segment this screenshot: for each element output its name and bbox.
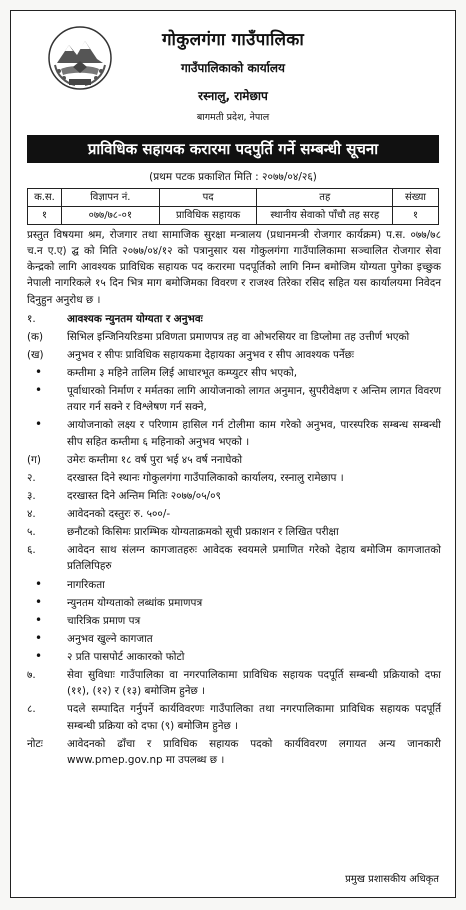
list-item (27, 311, 441, 327)
list-item (27, 524, 441, 540)
cell-serial: १ (28, 207, 62, 225)
item-number: २. (27, 471, 36, 484)
item-number: (ग) (27, 453, 41, 466)
item-text: न्युनतम योग्यताको लब्धांक प्रमाणपत्र (67, 596, 203, 609)
item-number: (ख) (27, 348, 44, 361)
bullet-item (27, 595, 441, 611)
item-text: उमेरः कम्तीमा १८ वर्ष पुरा भई ४५ वर्ष ननाघेको (67, 453, 243, 466)
col-header-post: पद (159, 189, 257, 207)
bullet-item (27, 649, 441, 665)
item-text: नागरिकता (67, 578, 105, 591)
bullet-marker: • (35, 594, 43, 609)
bullet-item (27, 577, 441, 593)
list-item (27, 329, 441, 345)
list-item (27, 506, 441, 522)
publication-date: (प्रथम पटक प्रकाशित मिति : २०७७/०४/२६) (149, 171, 317, 183)
bullet-marker: • (35, 383, 43, 398)
bullet-marker: • (35, 417, 43, 432)
item-text: आवेदनको दस्तुरः रु. ५००/- (67, 508, 171, 520)
list-item (27, 488, 441, 504)
bullet-marker: • (35, 365, 43, 379)
item-number: ४. (27, 508, 36, 520)
item-text: पदले सम्पादित गर्नुपर्ने कार्यविवरणः गाउँपालिका तथा नगरपालिकामा प्राविधिक सहायक पदपूर्ति सम्बन्धी प्रक्रिया को दफा (९) बमोजिम हुनेछ । (67, 703, 441, 732)
item-text: सिभिल इन्जिनियरिङमा प्रविणता प्रमाणपत्र तह वा ओभरसियर वा डिप्लोमा तह उत्तीर्ण भएको (67, 330, 410, 343)
item-number: ३. (27, 489, 36, 502)
item-number: ५. (27, 526, 36, 539)
col-header-advert-no: विज्ञापन नं. (61, 189, 159, 207)
item-number: ८. (27, 703, 36, 716)
bullet-marker: • (35, 630, 43, 645)
office-address: रस्नालु, रामेछाप (198, 89, 268, 103)
bullet-item (27, 365, 441, 381)
bullet-item (27, 631, 441, 647)
list-item (27, 470, 441, 486)
col-header-serial: क.स. (28, 189, 62, 207)
item-number: नोटः (27, 737, 43, 750)
item-number: ६. (27, 544, 36, 557)
item-number: ७. (27, 669, 36, 682)
list-item (27, 347, 441, 363)
notice-header (11, 11, 455, 131)
bullet-item (27, 613, 441, 629)
item-text: दरखास्त दिने अन्तिम मितिः २०७७/०५/०९ (67, 489, 221, 502)
item-text: अनुभव खुल्ने कागजात (67, 632, 153, 645)
item-text: आवेदनको ढाँचा र प्राविधिक सहायक पदको कार्यविवरण लगायत अन्य जानकारी www.pmep.gov.np मा उपलब्ध छ । (67, 737, 441, 766)
bullet-item (27, 417, 441, 449)
vacancy-table-header (28, 189, 439, 207)
item-text: आवश्यक न्युनतम योग्यता र अनुभवः (67, 312, 203, 325)
table-row (28, 207, 439, 225)
list-item (27, 701, 441, 733)
col-header-count: संख्या (393, 189, 439, 207)
item-text: पूर्वाधारको निर्माण र मर्मतका लागि आयोजनाको लागत अनुमान, सुपरीवेक्षण र अन्तिम लागत विवरण तयार गर्न सक्ने र विश्लेषण गर्न सक्ने, (67, 385, 441, 414)
cell-count: १ (393, 207, 439, 225)
list-item (27, 452, 441, 468)
item-text: दरखास्त दिने स्थानः गोकुलगंगा गाउँपालिकाको कार्यालय, रस्नालु रामेछाप । (67, 471, 344, 484)
item-text: चारित्रिक प्रमाण पत्र (67, 614, 141, 627)
item-text: अनुभव र सीपः प्राविधिक सहायकमा देहायका अनुभव र सीप आवश्यक पर्नेछः (67, 348, 355, 361)
list-item (27, 736, 441, 768)
col-header-level: तह (257, 189, 393, 207)
province-name: बागमती प्रदेश, नेपाल (196, 112, 270, 123)
item-text: २ प्रति पासपोर्ट आकारको फोटो (67, 651, 185, 663)
bullet-item (27, 383, 441, 415)
item-text: कम्तीमा ३ महिने तालिम लिई आधारभूत कम्प्युटर सीप भएको, (67, 367, 298, 379)
cell-post: प्राविधिक सहायक (159, 207, 257, 225)
item-text: छनौटको किसिमः प्रारम्भिक योग्यताक्रमको सूची प्रकाशन र लिखित परीक्षा (67, 526, 339, 539)
list-item (27, 542, 441, 574)
notice-title: प्राविधिक सहायक करारमा पदपुर्ति गर्ने सम्बन्धी सूचना (27, 135, 439, 163)
cell-advert-no: ०७७/७८-०१ (61, 207, 159, 225)
cell-level: स्थानीय सेवाको पाँचौ तह सरह (257, 207, 393, 225)
bullet-marker: • (35, 576, 43, 591)
requirements-list (27, 311, 441, 768)
list-item (27, 667, 441, 699)
notice-page (10, 10, 456, 898)
notice-body (27, 227, 441, 768)
item-text: आयोजनाको लक्ष्य र परिणाम हासिल गर्न टोलीमा काम गरेको अनुभव, पारस्परिक सम्बन्ध सम्बन्धी सीप सहित कम्तीमा ६ महिनाको अनुभव भएको । (67, 419, 441, 448)
bullet-marker: • (35, 649, 43, 663)
vacancy-table (27, 188, 439, 225)
bullet-marker: • (35, 612, 43, 627)
item-number: १. (27, 312, 36, 325)
signature: प्रमुख प्रशासकीय अधिकृत (345, 873, 439, 885)
item-text: आवेदन साथ संलग्न कागजातहरुः आवेदक स्वयमले प्रमाणित गरेको देहाय बमोजिम कागजातको प्रतिलिपिहरु (67, 544, 441, 573)
municipality-name: गोकुलगंगा गाउँपालिका (161, 30, 305, 50)
intro-paragraph: प्रस्तुत विषयमा श्रम, रोजगार तथा सामाजिक सुरक्षा मन्त्रालय (प्रधानमन्त्री रोजगार कार्यक्रम) प.स. ०७७/७८ च.न ए.ए) द्घ को मिति २०७७/०४/१२ को पत्रानुसार यस गोकुलगंगा गाउँपालिकामा सञ्चालित रोजगार सेवा केन्द्रको लागि आवश्यक प्राविधिक सहायक पद करारमा पदपूर्तिको लागि निम्न बमोजिम योग्यता पुगेका इच्छुक नेपाली नागरिकले १५ दिन भित्र माग बमोजिमका विवरण र राजश्व तिरेका रसिद सहित यस कार्यालयमा निवेदन दिनुहुन अनुरोध छ । (27, 229, 441, 306)
item-text: सेवा सुविधाः गाउँपालिका वा नगरपालिकामा प्राविधिक सहायक पदपूर्ति सम्बन्धी प्रक्रियाको दफा (११), (१२) र (१३) बमोजिम हुनेछ । (67, 669, 441, 698)
office-name: गाउँपालिकाको कार्यालय (181, 61, 285, 75)
item-number: (क) (27, 330, 44, 343)
